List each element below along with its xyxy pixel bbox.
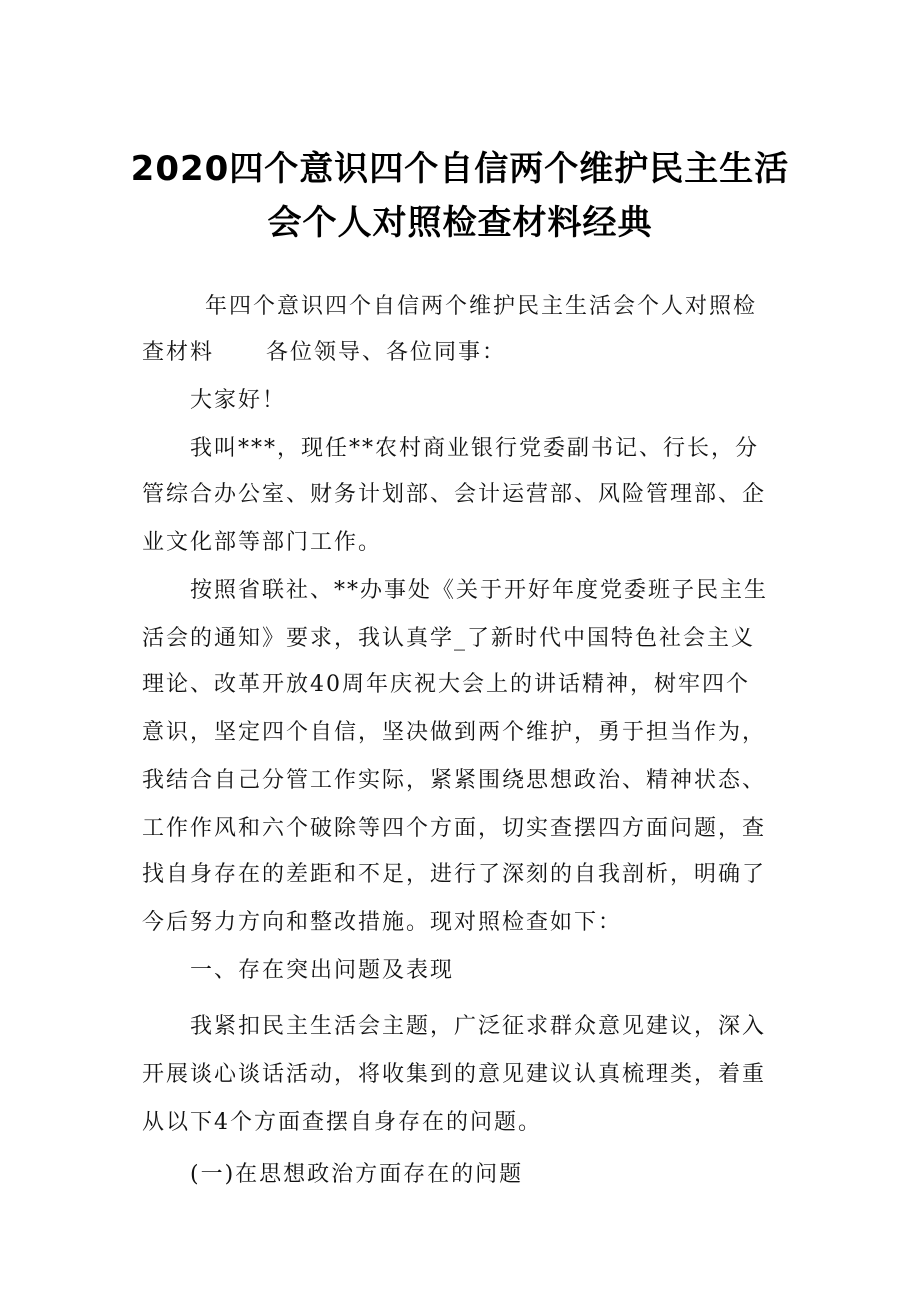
document-title-line-2: 会个人对照检查材料经典 xyxy=(267,203,653,243)
paragraph-2-line-1: 按照省联社、**办事处《关于开好年度党委班子民主生 xyxy=(190,578,769,603)
paragraph-2-line-7: 找自身存在的差距和不足，进行了深刻的自我剖析，明确了 xyxy=(142,862,767,887)
intro-line-1: 年四个意识四个自信两个维护民主生活会个人对照检 xyxy=(205,294,758,319)
paragraph-2-line-2: 活会的通知》要求，我认真学_了新时代中国特色社会主义 xyxy=(142,626,756,651)
paragraph-2-line-5: 我结合自己分管工作实际，紧紧围绕思想政治、精神状态、 xyxy=(142,768,767,793)
subsection-heading-1: (一)在思想政治方面存在的问题 xyxy=(190,1162,524,1187)
paragraph-2-line-8: 今后努力方向和整改措施。现对照检查如下： xyxy=(142,910,623,935)
intro-line-2-b: 各位领导、各位同事： xyxy=(266,340,507,365)
document-title-line-1: 2020四个意识四个自信两个维护民主生活 xyxy=(130,149,790,189)
paragraph-3-line-2: 开展谈心谈话活动，将收集到的意见建议认真梳理类，着重 xyxy=(142,1062,767,1087)
paragraph-1-line-3: 业文化部等部门工作。 xyxy=(142,530,383,555)
intro-line-2 xyxy=(142,330,802,376)
greeting: 大家好！ xyxy=(190,388,287,413)
paragraph-1-line-2: 管综合办公室、财务计划部、会计运营部、风险管理部、企 xyxy=(142,482,767,507)
paragraph-3-line-3: 从以下4个方面查摆自身存在的问题。 xyxy=(142,1110,542,1135)
paragraph-1-line-1: 我叫***，现任**农村商业银行党委副书记、行长，分 xyxy=(190,436,760,461)
paragraph-2-line-3: 理论、改革开放40周年庆祝大会上的讲话精神，树牢四个 xyxy=(142,672,750,697)
paragraph-2-line-6: 工作作风和六个破除等四个方面，切实查摆四方面问题，查 xyxy=(142,816,767,841)
paragraph-2-line-4: 意识，坚定四个自信，坚决做到两个维护，勇于担当作为， xyxy=(142,720,767,745)
section-heading-1: 一、存在突出问题及表现 xyxy=(190,958,455,983)
intro-line-2-a: 查材料 xyxy=(142,340,215,365)
paragraph-3-line-1: 我紧扣民主生活会主题，广泛征求群众意见建议，深入 xyxy=(190,1014,767,1039)
